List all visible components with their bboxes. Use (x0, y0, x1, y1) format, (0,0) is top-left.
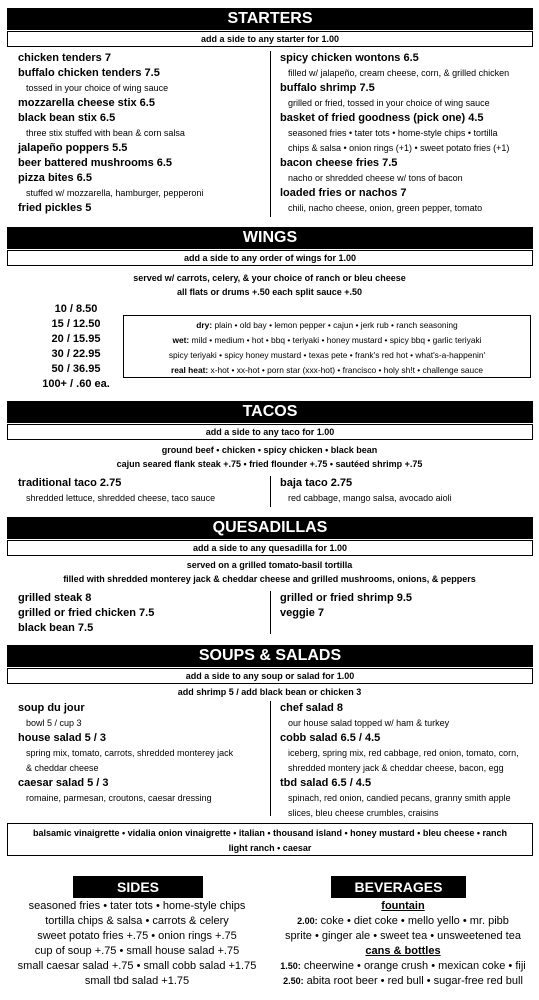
menu-item: buffalo chicken tenders 7.5 (18, 67, 160, 79)
menu-item-desc: grilled or fried, tossed in your choice of wing sauce (288, 98, 490, 108)
menu-item-desc: spinach, red onion, candied pecans, granny smith apple (288, 793, 511, 803)
cans-line (272, 974, 534, 989)
starters-left-column (18, 51, 203, 216)
wing-price: 20 / 15.95 (51, 333, 101, 345)
dressings-line: light ranch • caesar (228, 843, 312, 853)
taco-premium-fillings: cajun seared flank steak +.75 • fried flounder +.75 • sautéed shrimp +.75 (116, 459, 423, 469)
menu-item-desc: tossed in your choice of wing sauce (26, 83, 169, 93)
wings-header: WINGS (7, 227, 533, 249)
column-divider (270, 591, 271, 634)
menu-item-desc: shredded lettuce, shredded cheese, taco sauce (26, 493, 216, 503)
menu-item: chicken tenders 7 (18, 52, 111, 64)
soups-note: add a side to any soup or salad for 1.00 (7, 668, 533, 684)
wing-price: 50 / 36.95 (51, 363, 101, 375)
soups-right-column (280, 701, 519, 821)
menu-item-desc: shredded montery jack & cheddar cheese, bacon, egg (288, 763, 504, 773)
quesadilla-filling: filled with shredded monterey jack & cheddar cheese and grilled mushrooms, onions, & peppers (63, 574, 476, 584)
sides-line: small caesar salad +.75 • small cobb salad +1.75 (17, 960, 257, 972)
flavor-line (124, 348, 530, 363)
wing-price-list (36, 302, 116, 392)
menu-item: pizza bites 6.5 (18, 172, 92, 184)
quesadilla-tortilla: served on a grilled tomato-basil tortilla (186, 560, 353, 570)
quesadillas-right-column (280, 591, 412, 621)
tacos-left-column (18, 476, 215, 506)
sides-line: sweet potato fries +.75 • onion rings +.75 (37, 930, 237, 942)
flavor-line (124, 333, 530, 348)
sides-line: seasoned fries • tater tots • home-style chips (28, 900, 246, 912)
menu-item: fried pickles 5 (18, 202, 92, 214)
dressings-line: balsamic vinaigrette • vidalia onion vinaigrette • italian • thousand island • honey mustard • bleu cheese • ranch (32, 828, 508, 838)
sides-header: SIDES (73, 876, 203, 898)
menu-item-desc: three stix stuffed with bean & corn salsa (26, 128, 185, 138)
fountain-line (272, 914, 534, 929)
menu-item-desc: red cabbage, mango salsa, avocado aioli (288, 493, 452, 503)
menu-item: jalapeño poppers 5.5 (18, 142, 128, 154)
menu-item: grilled steak 8 (18, 592, 92, 604)
flavor-text: spicy teriyaki • spicy honey mustard • texas pete • frank's red hot • what's-a-happenin' (168, 350, 486, 360)
wing-flavors-box (123, 315, 531, 378)
wings-served-with: served w/ carrots, celery, & your choice of ranch or bleu cheese (133, 273, 406, 283)
column-divider (270, 701, 271, 816)
sides-line: small tbd salad +1.75 (84, 975, 190, 987)
flavor-line (124, 363, 530, 378)
starters-header: STARTERS (7, 8, 533, 30)
menu-item-desc: iceberg, spring mix, red cabbage, red onion, tomato, corn, (288, 748, 519, 758)
starters-note: add a side to any starter for 1.00 (7, 31, 533, 47)
wing-price: 30 / 22.95 (51, 348, 101, 360)
menu-item-desc: stuffed w/ mozzarella, hamburger, pepperoni (26, 188, 204, 198)
wings-options: all flats or drums +.50 each split sauce +.50 (176, 287, 363, 297)
menu-item-desc: spring mix, tomato, carrots, shredded monterey jack (26, 748, 234, 758)
flavor-label: dry: (196, 320, 213, 330)
menu-item: black bean stix 6.5 (18, 112, 116, 124)
tacos-header: TACOS (7, 401, 533, 423)
menu-item: house salad 5 / 3 (18, 732, 107, 744)
menu-item-desc: seasoned fries • tater tots • home-style chips • tortilla (288, 128, 498, 138)
quesadillas-header: QUESADILLAS (7, 517, 533, 539)
sides-line: cup of soup +.75 • small house salad +.75 (34, 945, 240, 957)
beverages-header: BEVERAGES (331, 876, 466, 898)
menu-item: bacon cheese fries 7.5 (280, 157, 398, 169)
menu-item: loaded fries or nachos 7 (280, 187, 407, 199)
drink-list: abita root beer • red bull • sugar-free red bull (303, 975, 523, 987)
menu-item: beer battered mushrooms 6.5 (18, 157, 173, 169)
wing-price: 15 / 12.50 (51, 318, 101, 330)
menu-item-desc: our house salad topped w/ ham & turkey (288, 718, 450, 728)
menu-item: grilled or fried shrimp 9.5 (280, 592, 413, 604)
menu-item: grilled or fried chicken 7.5 (18, 607, 155, 619)
beverages-list (272, 899, 534, 989)
drink-list: cheerwine • orange crush • mexican coke • fiji (300, 960, 526, 972)
price-label: 1.50: (280, 961, 301, 971)
flavor-line (124, 318, 530, 333)
menu-item: veggie 7 (280, 607, 325, 619)
flavor-label: real heat: (170, 365, 209, 375)
quesadillas-note: add a side to any quesadilla for 1.00 (7, 540, 533, 556)
wings-note: add a side to any order of wings for 1.00 (7, 250, 533, 266)
menu-item: buffalo shrimp 7.5 (280, 82, 375, 94)
menu-item: cobb salad 6.5 / 4.5 (280, 732, 381, 744)
wing-price: 10 / 8.50 (54, 303, 98, 315)
starters-right-column (280, 51, 509, 216)
menu-item-desc: bowl 5 / cup 3 (26, 718, 82, 728)
column-divider (270, 51, 271, 217)
menu-item-desc: chips & salsa • onion rings (+1) • sweet potato fries (+1) (288, 143, 510, 153)
menu-item-desc: filled w/ jalapeño, cream cheese, corn, & grilled chicken (288, 68, 510, 78)
sides-list (12, 899, 262, 989)
cans-line (272, 959, 534, 974)
menu-item: mozzarella cheese stix 6.5 (18, 97, 155, 109)
menu-item-desc: romaine, parmesan, croutons, caesar dressing (26, 793, 212, 803)
menu-item-desc: & cheddar cheese (26, 763, 99, 773)
menu-item: soup du jour (18, 702, 85, 714)
menu-item: spicy chicken wontons 6.5 (280, 52, 419, 64)
fountain-title: fountain (381, 900, 425, 912)
taco-fillings: ground beef • chicken • spicy chicken • black bean (161, 445, 378, 455)
dressings-box (7, 823, 533, 856)
fountain-line: sprite • ginger ale • sweet tea • unsweetened tea (285, 930, 521, 942)
menu-item: black bean 7.5 (18, 622, 94, 634)
flavor-text: mild • medium • hot • bbq • teriyaki • honey mustard • spicy bbq • garlic teriyaki (189, 335, 482, 345)
tacos-right-column (280, 476, 452, 506)
flavor-label: wet: (172, 335, 190, 345)
menu-item-desc: slices, bleu cheese crumbles, craisins (288, 808, 439, 818)
soups-salads-header: SOUPS & SALADS (7, 645, 533, 667)
flavor-text: x-hot • xx-hot • porn star (xxx-hot) • francisco • holy sh!t • challenge sauce (208, 365, 484, 375)
cans-title: cans & bottles (365, 945, 441, 957)
salad-addons: add shrimp 5 / add black bean or chicken 3 (177, 687, 362, 697)
menu-item-desc: chili, nacho cheese, onion, green pepper, tomato (288, 203, 483, 213)
menu-item: basket of fried goodness (pick one) 4.5 (280, 112, 484, 124)
flavor-text: plain • old bay • lemon pepper • cajun • jerk rub • ranch seasoning (212, 320, 458, 330)
menu-item-desc: nacho or shredded cheese w/ tons of bacon (288, 173, 463, 183)
menu-item: tbd salad 6.5 / 4.5 (280, 777, 372, 789)
quesadillas-left-column (18, 591, 154, 636)
menu-item: caesar salad 5 / 3 (18, 777, 109, 789)
price-label: 2.00: (297, 916, 318, 926)
menu-item: traditional taco 2.75 (18, 477, 122, 489)
column-divider (270, 476, 271, 507)
drink-list: coke • diet coke • mello yello • mr. pibb (317, 915, 509, 927)
soups-left-column (18, 701, 233, 806)
sides-line: tortilla chips & salsa • carrots & celery (45, 915, 229, 927)
menu-item: baja taco 2.75 (280, 477, 353, 489)
tacos-note: add a side to any taco for 1.00 (7, 424, 533, 440)
menu-item: chef salad 8 (280, 702, 343, 714)
wing-price: 100+ / .60 ea. (42, 378, 110, 390)
price-label: 2.50: (283, 976, 304, 986)
